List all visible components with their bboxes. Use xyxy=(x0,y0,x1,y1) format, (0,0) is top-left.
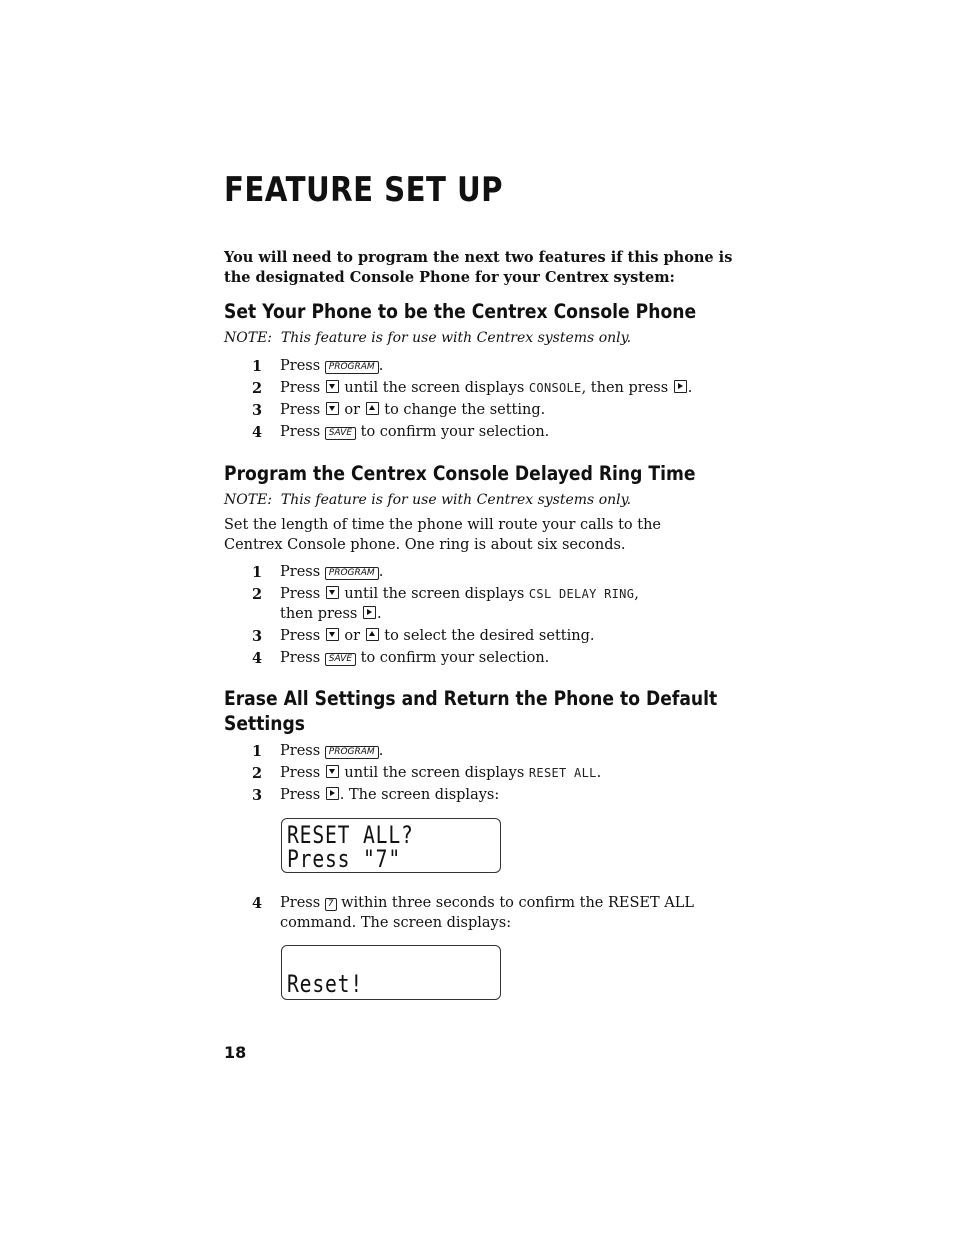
step: 1 Press PROGRAM . xyxy=(252,743,384,760)
step: 4 Press SAVE to confirm your selection. xyxy=(252,424,550,441)
section2-note xyxy=(224,492,631,508)
save-key-icon: SAVE xyxy=(325,427,356,440)
step: 1 Press PROGRAM . xyxy=(252,358,384,375)
section2-heading: Program the Centrex Console Delayed Ring Time xyxy=(224,462,696,485)
program-key-icon: PROGRAM xyxy=(325,746,379,759)
lcd-display-reset-prompt xyxy=(281,818,501,873)
step: 3 Press or to select the desired setting. xyxy=(252,627,595,645)
program-key-icon: PROGRAM xyxy=(325,361,379,374)
arrow-right-icon xyxy=(674,380,687,393)
screen-text: RESET ALL xyxy=(528,766,597,780)
arrow-right-icon xyxy=(363,606,376,619)
page-number: 18 xyxy=(224,1043,247,1062)
section1-heading: Set Your Phone to be the Centrex Console Phone xyxy=(224,300,697,323)
note-label: NOTE: xyxy=(224,492,273,508)
section1-steps xyxy=(224,357,734,445)
arrow-right-icon xyxy=(326,787,339,800)
step: 4 Press SAVE to confirm your selection. xyxy=(252,649,550,667)
step: 2 Press until the screen displays CONSOLE, then press . xyxy=(252,380,693,397)
screen-text: CONSOLE xyxy=(528,381,582,395)
note-text: This feature is for use with Centrex systems only. xyxy=(280,492,632,508)
step: 3 Press or to change the setting. xyxy=(252,402,546,419)
section2-body: Set the length of time the phone will route your calls to the Centrex Console phone. One ring is about six seconds. xyxy=(224,517,662,553)
intro-text: You will need to program the next two features if this phone is the designated Console Phone for your Centrex system: xyxy=(224,249,733,286)
note-label: NOTE: xyxy=(224,330,273,346)
section3-step4 xyxy=(224,894,734,936)
step: 2 Press until the screen displays RESET ALL. xyxy=(252,765,602,782)
arrow-up-icon xyxy=(366,628,379,641)
seven-key-icon: 7 xyxy=(325,898,337,911)
page-title: FEATURE SET UP xyxy=(224,170,504,210)
arrow-down-icon xyxy=(326,380,339,393)
arrow-down-icon xyxy=(326,586,339,599)
step: 1 Press PROGRAM . xyxy=(252,564,384,581)
arrow-down-icon xyxy=(326,628,339,641)
section2-steps xyxy=(224,563,734,671)
note-text: This feature is for use with Centrex systems only. xyxy=(280,330,632,346)
lcd-line-1: Reset! xyxy=(287,970,364,998)
step: 2 Press until the screen displays CSL DELAY RING, then press . xyxy=(252,586,639,622)
step: 3 Press . The screen displays: xyxy=(252,787,500,804)
arrow-up-icon xyxy=(366,402,379,415)
arrow-down-icon xyxy=(326,402,339,415)
section3-heading: Erase All Settings and Return the Phone to Default Settings xyxy=(224,687,718,735)
save-key-icon: SAVE xyxy=(325,653,356,666)
arrow-down-icon xyxy=(326,765,339,778)
step: 4 Press 7 within three seconds to confirm the RESET ALL command. The screen displays: xyxy=(252,895,695,931)
section3-steps xyxy=(224,742,734,808)
screen-text: CSL DELAY RING xyxy=(528,587,635,601)
lcd-line-2: Press "7" xyxy=(287,845,402,873)
program-key-icon: PROGRAM xyxy=(325,567,379,580)
lcd-line-1: RESET ALL? xyxy=(287,821,414,849)
section1-note xyxy=(224,330,631,346)
lcd-display-reset-done xyxy=(281,945,501,1000)
